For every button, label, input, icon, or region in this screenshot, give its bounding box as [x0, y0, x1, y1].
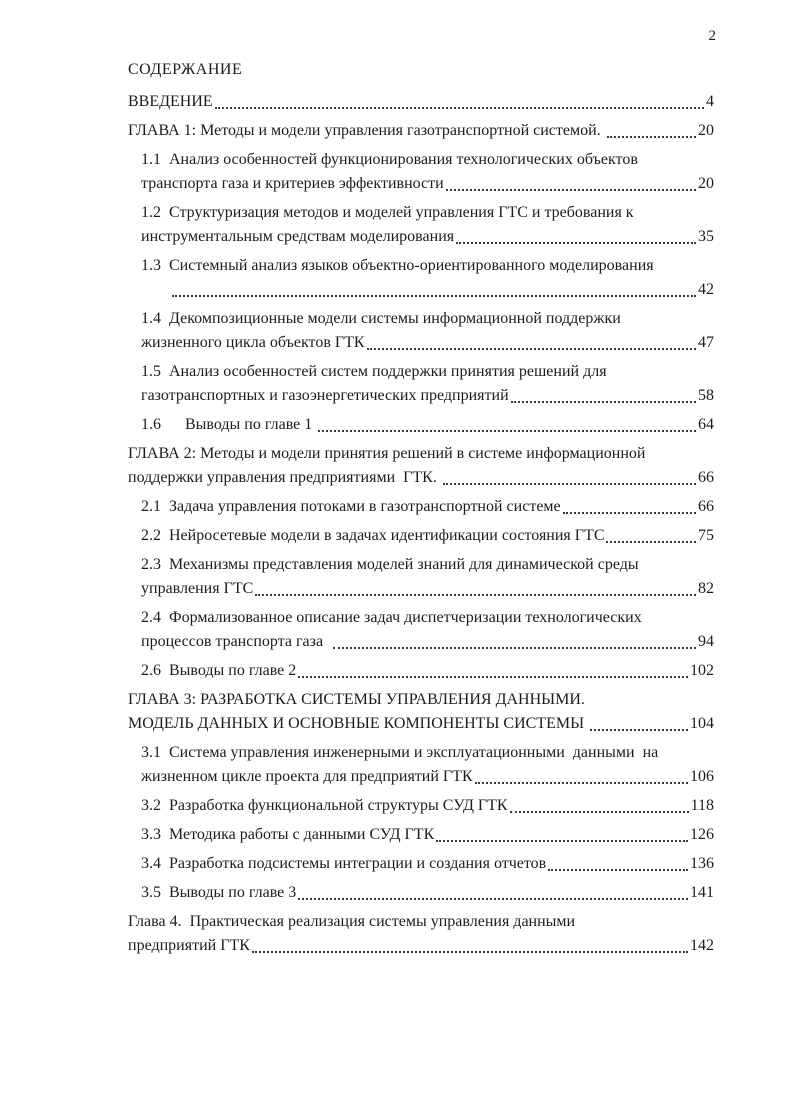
dot-leader [298, 676, 688, 678]
toc-line [141, 630, 714, 654]
toc-entry-page: 102 [690, 662, 714, 679]
toc-line [128, 688, 714, 712]
dot-leader [172, 295, 696, 297]
toc-line [141, 495, 714, 519]
toc-entry-page: 136 [690, 855, 714, 872]
toc-entry-text: газотранспортных и газоэнергетических предприятий [141, 387, 509, 404]
dot-leader [548, 869, 688, 871]
toc-entry-text: 3.3 Методика работы с данными СУД ГТК [141, 826, 435, 843]
toc-entry [128, 741, 714, 789]
toc-entry [128, 823, 714, 847]
toc-line [141, 413, 714, 437]
dot-leader [298, 898, 688, 900]
dot-leader [456, 242, 696, 244]
dot-leader [318, 430, 696, 432]
toc-entry [128, 606, 714, 654]
toc-line [141, 172, 714, 196]
toc-line [141, 659, 714, 683]
toc-entry [128, 413, 714, 437]
toc-entry-text: 1.4 Декомпозиционные модели системы информационной поддержки [141, 310, 621, 327]
toc-line [141, 331, 714, 355]
toc-entry [128, 201, 714, 249]
toc-entries [128, 90, 714, 958]
toc-entry-text: 2.6 Выводы по главе 2 [141, 662, 297, 679]
toc-entry-page: 66 [698, 469, 714, 486]
toc-entry-text: предприятий ГТК [128, 937, 250, 954]
toc-line [141, 852, 714, 876]
toc-line [141, 148, 714, 172]
toc-entry-page: 106 [690, 768, 714, 785]
toc-entry-text: 3.4 Разработка подсистемы интеграции и создания отчетов [141, 855, 547, 872]
toc-entry [128, 524, 714, 548]
toc-entry-page: 35 [698, 228, 714, 245]
toc-line [141, 278, 714, 302]
dot-leader [333, 647, 696, 649]
toc-entry-text: инструментальным средствам моделирования [141, 228, 455, 245]
toc-entry-text: жизненном цикле проекта для предприятий ГТК [141, 768, 473, 785]
dot-leader [446, 189, 696, 191]
toc-entry-text: Глава 4. Практическая реализация системы управления данными [128, 913, 576, 930]
toc-line [141, 741, 714, 765]
toc-line [141, 577, 714, 601]
toc-entry [128, 90, 714, 114]
dot-leader [255, 594, 696, 596]
toc-entry-text: 1.6 Выводы по главе 1 [141, 416, 317, 433]
toc-line [141, 823, 714, 847]
toc-entry-text: 2.4 Формализованное описание задач диспетчеризации технологических [141, 609, 642, 626]
toc-line [128, 934, 714, 958]
toc-entry-text: 3.1 Система управления инженерными и эксплуатационными данными на [141, 744, 659, 761]
toc-entry-page: 64 [698, 416, 714, 433]
toc-entry-page: 42 [698, 281, 714, 298]
toc-title: СОДЕРЖАНИЕ [128, 61, 243, 78]
toc-entry-text: ГЛАВА 1: Методы и модели управления газотранспортной системой. [128, 122, 605, 139]
dot-leader [510, 811, 689, 813]
toc-entry [128, 442, 714, 490]
toc-entry-page: 141 [690, 884, 714, 901]
toc-entry-page: 58 [698, 387, 714, 404]
toc-entry-text: 3.5 Выводы по главе 3 [141, 884, 297, 901]
toc-entry-text: ВВЕДЕНИЕ [128, 93, 213, 110]
dot-leader [511, 401, 696, 403]
toc-entry [128, 852, 714, 876]
toc-line [141, 225, 714, 249]
toc-entry-text: жизненного цикла объектов ГТК [141, 334, 365, 351]
toc-entry-page: 75 [698, 527, 714, 544]
toc-line [141, 553, 714, 577]
toc-entry-text: управления ГТС [141, 580, 254, 597]
toc-entry-page: 118 [690, 797, 714, 814]
toc-line [128, 910, 714, 934]
toc-entry [128, 307, 714, 355]
toc-line [141, 524, 714, 548]
toc-entry [128, 659, 714, 683]
toc-entry [128, 794, 714, 818]
toc-entry [128, 553, 714, 601]
dot-leader [436, 840, 688, 842]
toc-line [141, 794, 714, 818]
toc-entry-text: 2.1 Задача управления потоками в газотранспортной системе [141, 498, 561, 515]
toc-line [128, 712, 714, 736]
table-of-contents [128, 58, 714, 963]
dot-leader [606, 541, 696, 543]
toc-line [141, 307, 714, 331]
toc-entry-page: 47 [698, 334, 714, 351]
toc-entry-text: 1.2 Структуризация методов и моделей управления ГТС и требования к [141, 204, 634, 221]
toc-entry-text: ГЛАВА 3: РАЗРАБОТКА СИСТЕМЫ УПРАВЛЕНИЯ ДАННЫМИ. [128, 691, 585, 708]
toc-entry-text: МОДЕЛЬ ДАННЫХ И ОСНОВНЫЕ КОМПОНЕНТЫ СИСТЕМЫ [128, 715, 589, 732]
toc-entry-text: 1.5 Анализ особенностей систем поддержки принятия решений для [141, 363, 607, 380]
toc-entry-page: 66 [698, 498, 714, 515]
toc-entry-page: 104 [690, 715, 714, 732]
toc-entry-text: процессов транспорта газа [141, 633, 332, 650]
toc-entry-text: транспорта газа и критериев эффективности [141, 175, 444, 192]
dot-leader [475, 782, 688, 784]
toc-line [128, 442, 714, 466]
toc-entry [128, 360, 714, 408]
toc-entry-page: 20 [698, 175, 714, 192]
toc-entry-page: 20 [698, 122, 714, 139]
dot-leader [607, 136, 696, 138]
page-number: 2 [708, 28, 716, 44]
toc-entry-text: 1.1 Анализ особенностей функционирования технологических объектов [141, 151, 638, 168]
dot-leader [443, 483, 696, 485]
toc-line [141, 606, 714, 630]
toc-entry-page: 4 [706, 93, 714, 110]
toc-entry-page: 126 [690, 826, 714, 843]
toc-line [128, 466, 714, 490]
toc-line [141, 360, 714, 384]
toc-entry-text: 2.3 Механизмы представления моделей знаний для динамической среды [141, 556, 639, 573]
toc-entry-page: 94 [698, 633, 714, 650]
toc-entry-page: 82 [698, 580, 714, 597]
toc-line [141, 254, 714, 278]
dot-leader [215, 107, 704, 109]
toc-line [128, 119, 714, 143]
toc-entry [128, 910, 714, 958]
toc-line [128, 90, 714, 114]
dot-leader [590, 729, 688, 731]
toc-entry [128, 119, 714, 143]
toc-line [141, 384, 714, 408]
toc-entry [128, 688, 714, 736]
toc-entry [128, 254, 714, 302]
dot-leader [563, 512, 696, 514]
toc-entry-text: поддержки управления предприятиями ГТК. [128, 469, 441, 486]
toc-entry [128, 148, 714, 196]
dot-leader [367, 348, 696, 350]
toc-entry-text: ГЛАВА 2: Методы и модели принятия решений в системе информационной [128, 445, 646, 462]
toc-line [141, 765, 714, 789]
toc-entry-page: 142 [690, 937, 714, 954]
dot-leader [252, 951, 688, 953]
toc-entry-text: 2.2 Нейросетевые модели в задачах идентификации состояния ГТС [141, 527, 605, 544]
toc-entry [128, 495, 714, 519]
toc-line [141, 201, 714, 225]
toc-entry-text: 1.3 Системный анализ языков объектно-ориентированного моделирования [141, 257, 654, 274]
toc-line [141, 881, 714, 905]
toc-entry [128, 881, 714, 905]
toc-entry-text: 3.2 Разработка функциональной структуры СУД ГТК [141, 797, 508, 814]
